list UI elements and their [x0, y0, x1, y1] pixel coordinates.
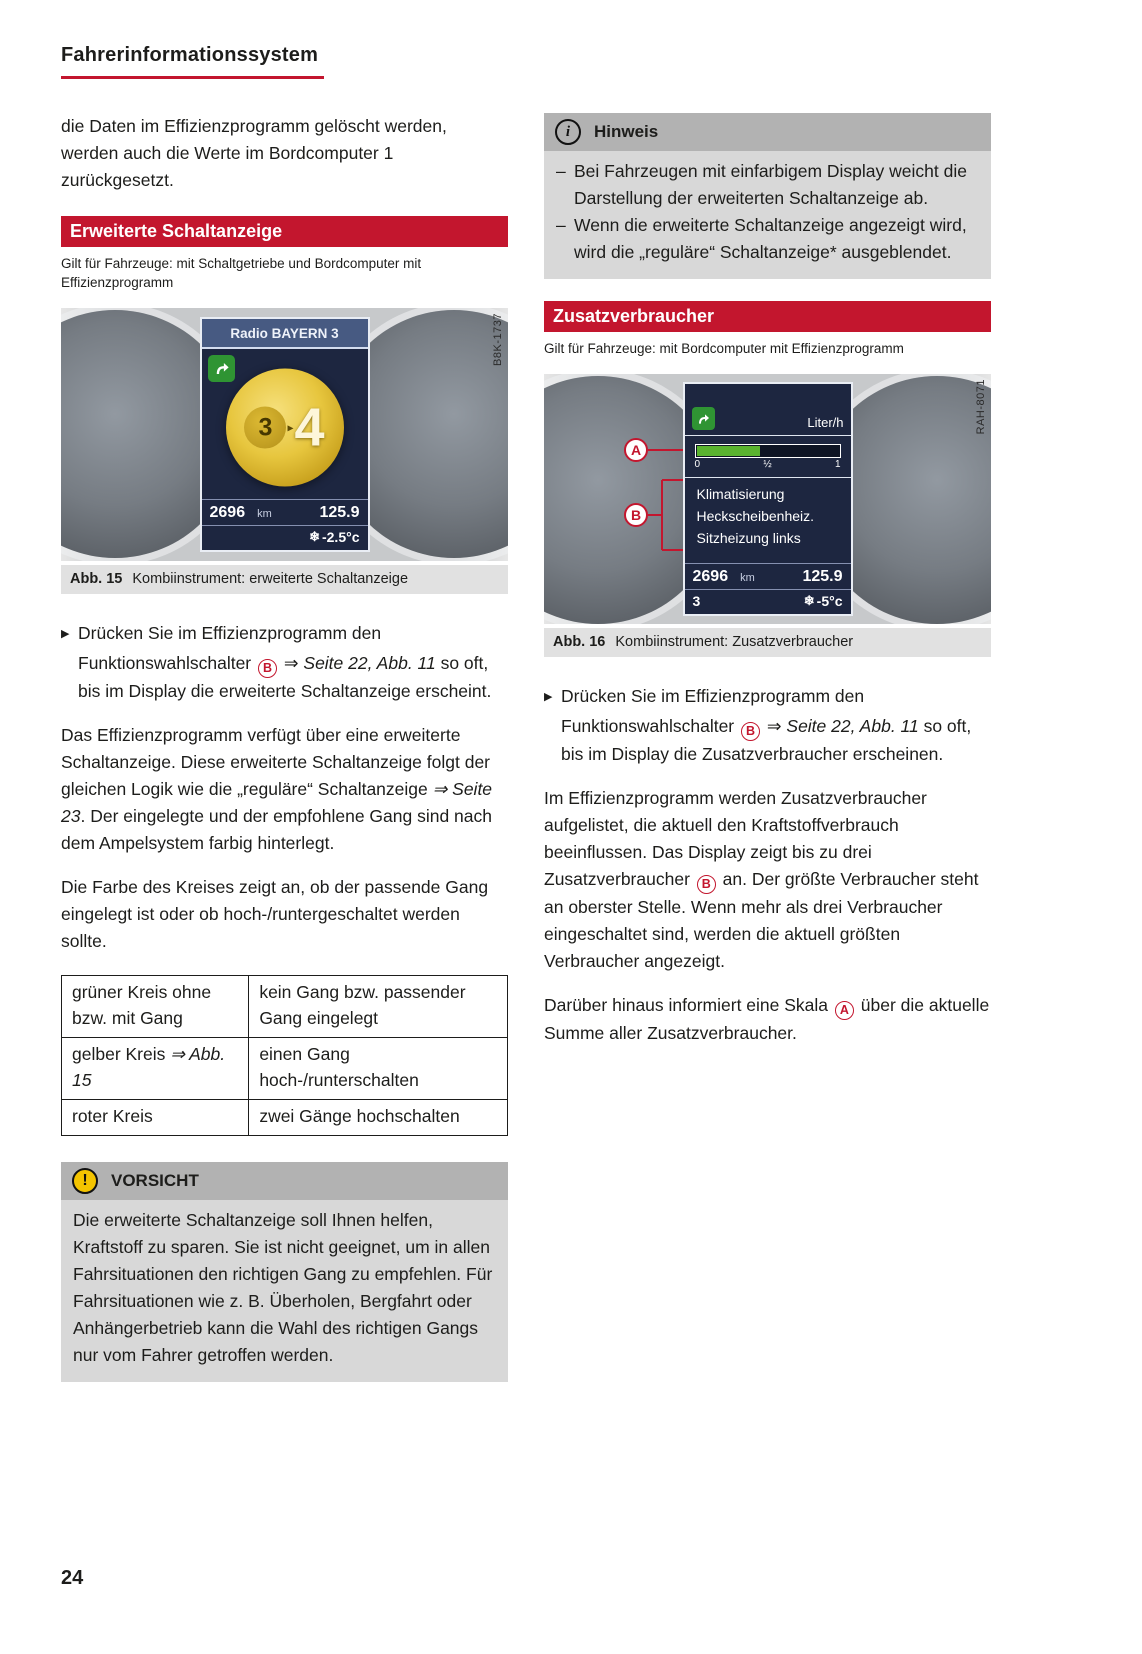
section-header-erweiterte-schaltanzeige	[61, 216, 508, 247]
callout-a: A	[624, 438, 648, 462]
gear-recommendation-indicator	[226, 369, 344, 487]
hinweis-body	[544, 151, 991, 279]
display-header	[685, 384, 851, 436]
cell-text: gelber Kreis	[72, 1044, 171, 1064]
gear-temperature-row	[685, 589, 851, 614]
intro-paragraph: die Daten im Effizienzprogramm gelöscht werden, werden auch die Werte im Bordcomputer 1 zurückgesetzt.	[61, 116, 447, 190]
hinweis-item-text: Bei Fahrzeugen mit einfarbigem Display weicht die Darstellung der erweiterten Schaltanzeige ab.	[574, 161, 967, 208]
vorsicht-title: VORSICHT	[111, 1171, 199, 1190]
flow-unit-label: Liter/h	[807, 415, 844, 430]
trip-value: 125.9	[319, 504, 360, 521]
cluster-illustration	[544, 374, 991, 624]
odometer-row	[685, 564, 851, 589]
display-body	[202, 349, 368, 499]
table-cell	[62, 976, 249, 1038]
step-text: so oft, bis im Display die Zusatzverbraucher erscheinen.	[561, 716, 972, 764]
left-column	[61, 113, 508, 1382]
vorsicht-box	[61, 1162, 508, 1382]
paragraph	[544, 785, 991, 975]
paragraph-text: Im Effizienzprogramm werden Zusatzverbraucher aufgelistet, die aktuell den Kraftstoffverbrauch beeinflussen. Das Display zeigt bis zu drei Zusatzverbraucher	[544, 788, 927, 889]
trip-value: 125.9	[802, 568, 843, 585]
outside-temperature: -2.5°c	[321, 529, 360, 545]
display-info-area	[202, 499, 368, 550]
bar-fill	[697, 446, 760, 456]
arrow-glyph: ⇒	[279, 653, 304, 673]
scale-tick-0: 0	[694, 459, 701, 470]
paragraph: Die Farbe des Kreises zeigt an, ob der passende Gang eingelegt ist oder ob hoch-/runtergeschaltet werden sollte.	[61, 877, 489, 951]
figure-number: Abb. 16	[553, 634, 606, 650]
triangle-bullet-icon: ▶	[544, 691, 553, 703]
applicability-note: Gilt für Fahrzeuge: mit Bordcomputer mit Effizienzprogramm	[544, 341, 904, 356]
scale-tick-half: ½	[763, 459, 772, 470]
instruction-step	[544, 683, 991, 768]
consumption-bar-gauge	[685, 436, 851, 474]
bar-scale	[695, 459, 841, 470]
cluster-display	[200, 317, 370, 552]
table-cell: einen Gang hoch-/runterschalten	[249, 1038, 508, 1100]
figure-number: Abb. 15	[70, 571, 123, 587]
page-number: 24	[61, 1567, 84, 1589]
table-row	[62, 1038, 508, 1100]
right-column	[544, 113, 991, 1382]
arrow-glyph: ⇒	[762, 716, 787, 736]
odometer-row	[202, 500, 368, 525]
figure-caption	[61, 565, 508, 594]
instruction-step	[61, 620, 508, 705]
snowflake-icon: ❄	[309, 529, 320, 544]
callout-b: B	[624, 503, 648, 527]
step-text: so oft, bis im Display die erweiterte Schaltanzeige erscheint.	[78, 653, 492, 701]
cross-reference: ⇒ Abb. 15	[72, 1044, 226, 1090]
applicability-note: Gilt für Fahrzeuge: mit Schaltgetriebe und Bordcomputer mit Effizienzprogramm	[61, 256, 422, 290]
radio-station-label: Radio BAYERN 3	[230, 325, 339, 341]
dash-bullet: –	[556, 161, 566, 181]
outside-temperature: -5°c	[816, 593, 843, 609]
radio-station-bar	[202, 319, 368, 349]
paragraph-text: Das Effizienzprogramm verfügt über eine erweiterte Schaltanzeige. Diese erweiterte Schaltanzeige folgt der gleichen Logik wie die „reguläre“ Schaltanzeige	[61, 725, 490, 799]
figure-code: RAH-8071	[975, 379, 987, 435]
figure-caption-text: Kombiinstrument: Zusatzverbraucher	[615, 634, 854, 650]
figure-abb-16	[544, 374, 991, 657]
consumer-item: Sitzheizung links	[696, 530, 801, 546]
paragraph-text: . Der eingelegte und der empfohlene Gang sind nach dem Ampelsystem farbig hinterlegt.	[61, 806, 493, 853]
page-title: Fahrerinformationssystem	[61, 44, 324, 79]
consumer-list	[685, 477, 851, 563]
figure-caption-text: Kombiinstrument: erweiterte Schaltanzeige	[132, 571, 409, 587]
section-title: Zusatzverbraucher	[553, 306, 715, 326]
snowflake-icon: ❄	[803, 593, 815, 608]
table-cell: zwei Gänge hochschalten	[249, 1100, 508, 1136]
scale-ref-a-icon: A	[835, 1001, 854, 1020]
odometer-unit: km	[740, 572, 755, 584]
paragraph	[61, 722, 508, 857]
section-header-zusatzverbraucher	[544, 301, 991, 332]
section-title: Erweiterte Schaltanzeige	[70, 221, 283, 241]
display-ref-b-icon: B	[697, 875, 716, 894]
two-column-layout	[61, 113, 991, 1382]
table-cell	[62, 1038, 249, 1100]
temperature-group	[804, 593, 843, 609]
table-cell	[62, 1100, 249, 1136]
hinweis-item	[556, 212, 979, 266]
vorsicht-header	[61, 1162, 508, 1200]
caution-exclamation-icon: !	[72, 1168, 98, 1194]
running-head	[61, 44, 1142, 79]
bar-track	[695, 444, 841, 458]
eco-shift-arrow-icon	[208, 355, 235, 382]
triangle-bullet-icon: ▶	[61, 628, 70, 640]
hinweis-title: Hinweis	[594, 122, 659, 141]
current-gear: 3	[244, 407, 286, 449]
temperature-row	[202, 525, 368, 550]
cell-text: grüner Kreis ohne bzw. mit Gang	[72, 982, 212, 1028]
odometer-value: 2696	[692, 568, 729, 585]
paragraph	[544, 992, 991, 1047]
hinweis-item-text: Wenn die erweiterte Schaltanzeige angezeigt wird, wird die „reguläre“ Schaltanzeige* ausgeblendet.	[574, 215, 967, 262]
cell-text: roter Kreis	[72, 1106, 153, 1126]
vorsicht-body	[61, 1200, 508, 1382]
cross-reference: Seite 22, Abb. 11	[303, 653, 436, 673]
table-cell: kein Gang bzw. passender Gang eingelegt	[249, 976, 508, 1038]
gear-arrow-icon: ▸	[287, 420, 294, 435]
cross-reference: ⇒ Seite 23	[61, 779, 493, 826]
paragraph-text: an. Der größte Verbraucher steht an oberster Stelle. Wenn mehr als drei Verbraucher eingeschaltet sind, werden die aktuell größten Verbraucher angezeigt.	[544, 869, 979, 971]
display-info-area	[685, 563, 851, 614]
cross-reference: Seite 22, Abb. 11	[786, 716, 919, 736]
figure-caption	[544, 628, 991, 657]
table-row	[62, 1100, 508, 1136]
odometer-value: 2696	[209, 504, 246, 521]
consumer-item: Klimatisierung	[696, 486, 785, 502]
recommended-gear: 4	[294, 397, 325, 458]
cluster-display	[683, 382, 853, 616]
figure-abb-15	[61, 308, 508, 594]
hinweis-item	[556, 158, 979, 212]
odometer-unit: km	[257, 508, 272, 520]
vorsicht-text: Die erweiterte Schaltanzeige soll Ihnen helfen, Kraftstoff zu sparen. Sie ist nicht geeignet, um in allen Fahrsituationen den richtigen Gang zu empfehlen. Für Fahrsituationen wie z. B. Überholen, Bergfahrt oder Anhängerbetrieb kann die Wahl des richtigen Gangs nur vom Fahrer getroffen werden.	[73, 1210, 493, 1365]
figure-code: B8K-1737	[492, 313, 504, 366]
step-text: Drücken Sie im Effizienzprogramm den Funktionswahlschalter	[561, 686, 865, 736]
table-row	[62, 976, 508, 1038]
eco-shift-arrow-icon	[692, 407, 715, 430]
gear-color-table	[61, 975, 508, 1136]
paragraph-text: über die aktuelle Summe aller Zusatzverbraucher.	[544, 995, 990, 1043]
info-icon: i	[555, 119, 581, 145]
control-ref-b-icon: B	[258, 659, 277, 678]
paragraph-text: Darüber hinaus informiert eine Skala	[544, 995, 833, 1015]
hinweis-header	[544, 113, 991, 151]
dash-bullet: –	[556, 215, 566, 235]
current-gear: 3	[692, 593, 701, 609]
scale-tick-1: 1	[834, 459, 841, 470]
step-text: Drücken Sie im Effizienzprogramm den Funktionswahlschalter	[78, 623, 382, 673]
cluster-illustration	[61, 308, 508, 561]
hinweis-box	[544, 113, 991, 279]
consumer-item: Heckscheibenheiz.	[696, 508, 815, 524]
control-ref-b-icon: B	[741, 722, 760, 741]
